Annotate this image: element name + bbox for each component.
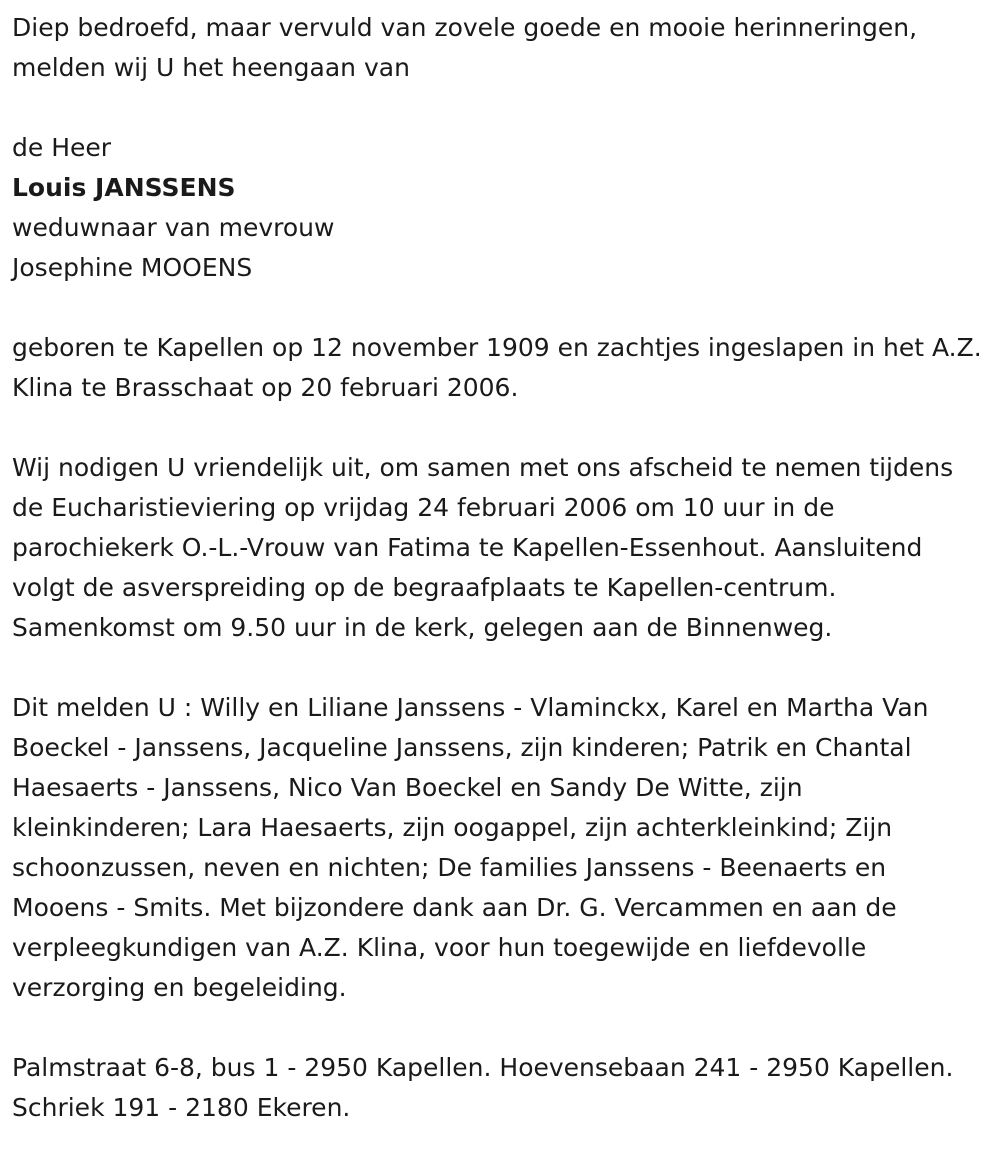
spouse-name: Josephine MOOENS bbox=[12, 253, 253, 282]
title-prefix: de Heer bbox=[12, 133, 112, 162]
birth-death-paragraph: geboren te Kapellen op 12 november 1909 en zachtjes ingeslapen in het A.Z. Klina te Brasschaat op 20 februari 2006. bbox=[12, 333, 982, 402]
spacer bbox=[12, 408, 987, 448]
ceremony-paragraph: Wij nodigen U vriendelijk uit, om samen met ons afscheid te nemen tijdens de Eucharistieviering op vrijdag 24 februari 2006 om 10 uur in de parochiekerk O.-L.-Vrouw van Fatima te Kapellen-Essenhout. Aansluitend volgt de asverspreiding op de begraafplaats te Kapellen-centrum. Samenkomst om 9.50 uur in de kerk, gelegen aan de Binnenweg. bbox=[12, 453, 954, 642]
spacer bbox=[12, 1008, 987, 1048]
deceased-name: Louis JANSSENS bbox=[12, 173, 236, 202]
addresses-paragraph: Palmstraat 6-8, bus 1 - 2950 Kapellen. Hoevensebaan 241 - 2950 Kapellen. Schriek 191 - 2180 Ekeren. bbox=[12, 1053, 954, 1122]
family-paragraph: Dit melden U : Willy en Liliane Janssens - Vlaminckx, Karel en Martha Van Boeckel - Janssens, Jacqueline Janssens, zijn kinderen; Patrik en Chantal Haesaerts - Janssens, Nico Van Boeckel en Sandy De Witte, zijn kleinkinderen; Lara Haesaerts, zijn oogappel, zijn achterkleinkind; Zijn schoonzussen, neven en nichten; De families Janssens - Beenaerts en Mooens - Smits. Met bijzondere dank aan Dr. G. Vercammen en aan de verpleegkundigen van A.Z. Klina, voor hun toegewijde en liefdevolle verzorging en begeleiding. bbox=[12, 693, 929, 1002]
spacer bbox=[12, 648, 987, 688]
spacer bbox=[12, 288, 987, 328]
obituary-notice bbox=[12, 8, 987, 1128]
spacer bbox=[12, 88, 987, 128]
intro-paragraph: Diep bedroefd, maar vervuld van zovele goede en mooie herinneringen, melden wij U het heengaan van bbox=[12, 13, 918, 82]
spouse-label: weduwnaar van mevrouw bbox=[12, 213, 335, 242]
